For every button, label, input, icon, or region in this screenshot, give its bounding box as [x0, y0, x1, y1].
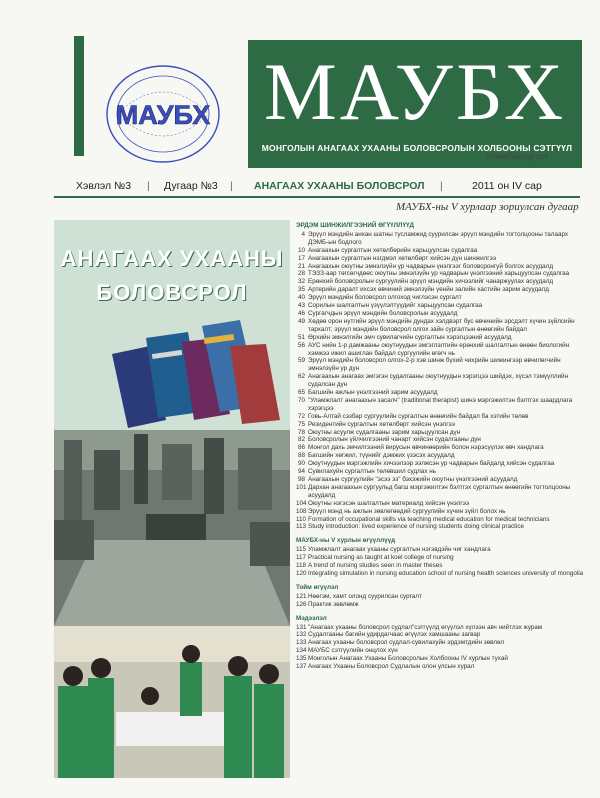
toc-page-number: 62: [297, 373, 305, 381]
city-photo: [54, 430, 290, 626]
toc-item: [296, 468, 586, 476]
toc-item: [296, 452, 586, 460]
toc-entry-title: Резидентийн сургалтын хөтөлбөрт хийсэн үнэлгээ: [308, 420, 455, 428]
toc-page-number: 49: [297, 317, 305, 325]
toc-entry-title: "Уламжлалт анагаахын засалч" (traditional therapist) шинэ мэргэжилтэн бэлтгэх шаардлага хэрэгцээ: [308, 396, 573, 412]
toc-item: [296, 357, 586, 373]
toc-entry-title: Study introduction: lived experience of nursing students doing clinical practice: [308, 523, 524, 531]
toc-item: [296, 302, 586, 310]
toc-page-number: 51: [297, 333, 305, 341]
toc-section-2: [296, 546, 586, 578]
toc-page-number: 117: [296, 554, 307, 562]
toc-item: [296, 231, 586, 247]
toc-item: [296, 247, 586, 255]
students-photo: [54, 626, 290, 778]
toc-page-number: 56: [297, 341, 305, 349]
toc-item: [296, 397, 586, 413]
toc-page-number: 88: [297, 452, 305, 460]
toc-item: [296, 484, 586, 500]
toc-entry-title: Судалгааны багийн удирдагчаас өгүүлэх хамшааны загвар: [308, 631, 481, 639]
toc-item: [296, 601, 586, 609]
cover-banner: [54, 220, 290, 430]
toc-page-number: 132: [296, 631, 307, 639]
toc-entry-title: Formation of occupational skills via teaching medical education for medical technicians: [308, 515, 550, 523]
toc-item: [296, 508, 586, 516]
toc-page-number: 134: [296, 647, 307, 655]
toc-section-heading: Тойм өгүүлэл: [296, 583, 339, 591]
toc-entry-title: Анагаахын сургалтын нэгдмэл хөтөлбөрт хийсэн дүн шинжилгээ: [308, 254, 497, 262]
toc-item: [296, 318, 586, 334]
toc-entry-title: Анагаахын оюутны эмнэлзүйн ур чадварын үнэлгээг боловсронгуй болгох асуудалд: [308, 262, 553, 270]
books-illustration: [54, 316, 290, 430]
toc-item: [296, 310, 586, 318]
toc-item: [296, 655, 586, 663]
toc-page-number: 121: [296, 592, 307, 600]
toc-entry-title: Багшийн ажлын үнэлгээний зарим асуудалд: [308, 389, 438, 397]
toc-entry-title: Монгол дахь эмчилгээний вирусын өвчинөөрийн болон нэрэсүүлэх өвч хандлага: [308, 444, 544, 452]
toc-item: [296, 413, 586, 421]
toc-entry-title: Багшийн хөгжил, түүнийг дэмжих үзэсэх асуудалд: [308, 452, 455, 460]
toc-entry-title: Анагаах Ухааны Боловсрол Судлалын олон улсын хурал: [308, 663, 475, 671]
toc-item: [296, 389, 586, 397]
association-logo: [104, 62, 222, 166]
toc-item: [296, 554, 586, 562]
toc-page-number: 104: [296, 499, 307, 507]
toc-entry-title: Анагаахын сургалтын хөтөлбөрийн харьцуулсан судалгаа: [308, 246, 478, 254]
divider: |: [440, 180, 443, 192]
toc-page-number: 126: [296, 600, 307, 608]
toc-entry-title: Ерөнхий боловсролын сургуулийн эрүүл мэндийн хичээлийг чанаржуулах асуудалд: [308, 278, 554, 286]
divider: |: [230, 180, 233, 192]
toc-entry-title: Эрүүл мэндийн боловсрол олгоход чиглэсэн сургалт: [308, 294, 462, 302]
toc-item: [296, 286, 586, 294]
issue-line: [54, 180, 580, 196]
toc-item: [296, 334, 586, 342]
toc-page-number: 135: [296, 655, 307, 663]
toc-page-number: 82: [297, 436, 305, 444]
cover-title: АНАГААХ УХААНЫ БОЛОВСРОЛ: [60, 246, 284, 305]
journal-subtitle: МОНГОЛЫН АНАГААХ УХААНЫ БОЛОВСРОЛЫН ХОЛБООНЫ СЭТГҮҮЛ: [261, 143, 573, 153]
toc-page-number: 78: [297, 428, 305, 436]
divider: |: [147, 180, 150, 192]
section-label: АНАГААХ УХААНЫ БОЛОВСРОЛ: [254, 180, 425, 192]
number-label: Дугаар №3: [164, 180, 218, 192]
toc-page-number: 32: [297, 278, 305, 286]
toc-page-number: 137: [296, 663, 307, 671]
toc-entry-title: Оюутны нэгэсэн шалгалтын материалд хийсэн үнэлгээ: [308, 499, 470, 507]
toc-entry-title: МАУБС сэтгүүлийн онцлох хүн: [308, 647, 398, 655]
toc-page-number: 75: [297, 420, 305, 428]
toc-item: [296, 460, 586, 468]
toc-item: [296, 546, 586, 554]
toc-entry-title: Боловсролын үйлчилгээний чанарт хийсэн судалгааны дүн: [308, 436, 481, 444]
toc-entry-title: Анагаахын анагаах эмгэгэн судалгааны оюутнуудын хэрэгцээ шийдэх, хүсэл тэмүүллийн судалсан дүн: [308, 373, 569, 389]
toc-entry-title: Дархан анагаахын сургуульд багш мэргэжилтэн бэлтгэх сургалтын өнөөгийн тогтолцооны асуудалд: [308, 483, 571, 499]
toc-entry-title: Оюутнуудын мэргэжлийн хичээлээр ээлжсэн ур чадварын байдалд хийсэн судалгаа: [308, 460, 555, 468]
toc-item: [296, 342, 586, 358]
toc-entry-title: Анагаах ухааны боловсрол судлал-сувилахуйн эрдэмтдийн зөвлөл: [308, 639, 505, 647]
toc-item: [296, 255, 586, 263]
toc-item: [296, 523, 586, 531]
toc-entry-title: Эрүүл мэндийн анхан шатны тусламжид суурилсан эрүүл мэндийн тогтолцооны талаарх ДЭМБ-ын бодлого: [308, 230, 569, 246]
toc-page-number: 98: [297, 476, 305, 483]
toc-page-number: 118: [296, 562, 307, 570]
toc-entry-title: Уламжлалт анагаах ухааны сургалтын нэгэвдэйн чиг хандлага: [308, 546, 491, 554]
toc-page-number: 43: [297, 302, 305, 310]
toc-entry-title: Эрүүл мэндийн боловсрол олгох-2-р хэв шинж бүхий чихрийн шижингээр өвчилөгчийн эмнэлзүйн ур дүн: [308, 357, 561, 373]
toc-entry-title: A trend of nursing studies seen in master theses: [308, 562, 443, 570]
toc-entry-title: "Анагаах ухааны боловсрол судлал"сэтгүүлд өгүүлэл хүлээн авч нийтлэх журам: [308, 623, 543, 631]
toc-page-number: 17: [297, 254, 305, 262]
toc-item: [296, 516, 586, 524]
toc-entry-title: Сувилахуйн сургалтын төлөвшил судлах нь: [308, 468, 436, 476]
toc-entry-title: Сургагчдын эрүүл мэндийн боловсролын асуудалд: [308, 309, 458, 317]
city-label: Улаанбаатар хот: [486, 152, 549, 161]
toc-section-3: [296, 593, 586, 609]
toc-page-number: 28: [297, 270, 305, 278]
toc-page-number: 4: [301, 230, 305, 238]
toc-page-number: 94: [297, 468, 305, 476]
header-rule: [54, 196, 580, 198]
toc-page-number: 108: [296, 507, 307, 515]
toc-entry-title: Оюутны асуулж судалгааны зарим харьцуулсан дүн: [308, 428, 461, 436]
cover-image: [54, 220, 290, 778]
toc-item: [296, 647, 586, 655]
toc-item: [296, 476, 586, 484]
toc-entry-title: Practical nursing as taught at koel college of nursing: [308, 554, 454, 562]
toc-entry-title: Практик зөвлөмж: [308, 600, 359, 608]
toc-page-number: 35: [297, 286, 305, 294]
toc-page-number: 86: [297, 444, 305, 452]
toc-item: [296, 421, 586, 429]
toc-entry-title: ТЭЗЗ-аар төгсөгчдөөс оюутны эмнэлзүйн ур чадварын үнэлгээний харьцуулсан судалгаа: [308, 270, 570, 278]
toc-page-number: 131: [296, 623, 307, 631]
toc-item: [296, 294, 586, 302]
masthead: [248, 40, 582, 168]
toc-page-number: 115: [296, 546, 307, 554]
toc-entry-title: Integrating simulation in nursing education school of nursing health sciences university of mongolia: [308, 569, 584, 577]
toc-page-number: 113: [296, 523, 307, 531]
toc-page-number: 110: [296, 515, 307, 523]
toc-page-number: 90: [297, 460, 305, 468]
toc-item: [296, 593, 586, 601]
toc-entry-title: Эрүүл мэнд нь ажлын зөвлөгөөдий сургуулийн хүчин зүйл болох нь: [308, 507, 506, 515]
toc-item: [296, 373, 586, 389]
toc-entry-title: Сорилын шалгалтын үзүүлэлтүүдийг харьцуулсан судалгаа: [308, 302, 483, 310]
toc-entry-title: Нөөгэм, хамт олонд суурилсан сургалт: [308, 592, 422, 600]
toc-page-number: 120: [296, 569, 307, 577]
toc-page-number: 72: [297, 412, 305, 420]
issue-tagline: МАУБХ-ны V хурлаар зориулсан дугаар: [396, 201, 579, 213]
date-label: 2011 он IV сар: [472, 180, 542, 192]
left-accent-bar: [74, 36, 84, 156]
toc-page-number: 70: [297, 396, 305, 404]
toc-page-number: 10: [297, 246, 305, 254]
journal-title: МАУБХ: [263, 46, 567, 137]
toc-page-number: 59: [297, 357, 305, 365]
svg-text:МАУБХ: МАУБХ: [115, 100, 211, 130]
toc-entry-title: Говь-Алтай сэзбар сургуулийн сургалтын өнөөгийн байдал ба хэтийн төлөв: [308, 412, 529, 420]
toc-entry-title: Артерийн даралт ихсэх өвчиний эмнэлзүйн үенйн залийн хастийн зарим асуудалд: [308, 286, 549, 294]
toc-section-4: [296, 624, 586, 671]
toc-item: [296, 663, 586, 671]
toc-section-1: [296, 231, 586, 531]
toc-page-number: 133: [296, 639, 307, 647]
toc-entry-title: Өрхийн эмнэлгийн эмч сувилагчийн сургалтын хэрэгцээний асуудалд: [308, 333, 512, 341]
toc-section-heading: Мэдээлэл: [296, 614, 327, 622]
toc-section-heading: МАУБХ-ны V хурлын өгүүллүүд: [296, 537, 396, 545]
toc-page-number: 21: [297, 262, 305, 270]
toc-page-number: 65: [297, 389, 305, 397]
toc-item: [296, 570, 586, 578]
volume-label: Хэвлэл №3: [76, 180, 132, 192]
toc-entry-title: Монголын Анагаах Ухааны Боловсролын Холбооны IV хурлын тухай: [308, 655, 508, 663]
toc-page-number: 46: [297, 309, 305, 317]
toc-entry-title: Хөдөө орон нутгийн эрүүл мэндийн дундах хэлдвэрт бус өвчинийн эрсдэлт хүчин зүйлсийн тархалт; эрүүл мэндийн боловсрол олгох зайн сургалтын өнөөгийн байдал: [308, 317, 575, 333]
table-of-contents: [296, 222, 586, 671]
toc-entry-title: АУС нийн 1-р дамжааны оюутнуудын эмгэглэлтийн ерөнхий шалгалтын өнөөн биологийн хэмжээ ижил ашиглан байдал сургуулийн өгөгч нь: [308, 341, 570, 357]
toc-item: [296, 562, 586, 570]
toc-page-number: 40: [297, 294, 305, 302]
toc-item: [296, 500, 586, 508]
toc-page-number: 101: [296, 483, 307, 491]
toc-section-heading: ЭРДЭМ ШИНЖИЛГЭЭНИЙ ӨГҮҮЛЛҮҮД: [296, 222, 414, 229]
toc-entry-title: Анагаахын сургуулийн "эсээ эз" бэхэжийн оюутны үнэлгээний асуудалд: [308, 476, 518, 483]
